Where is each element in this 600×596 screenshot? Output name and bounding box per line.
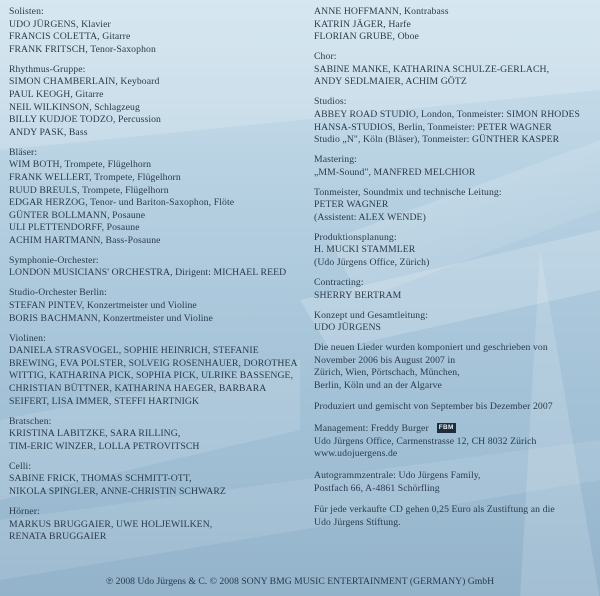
credit-section-celli bbox=[9, 461, 309, 499]
credit-section-9 bbox=[314, 401, 598, 414]
section-heading: Bläser: bbox=[9, 146, 38, 158]
credit-line: FLORIAN GRUBE, Oboe bbox=[314, 31, 419, 43]
credit-line: KRISTINA LABITZKE, SARA RILLING, bbox=[9, 428, 181, 440]
credit-line: UDO JÜRGENS bbox=[314, 322, 382, 334]
credit-line: NIKOLA SPINGLER, ANNE-CHRISTIN SCHWARZ bbox=[9, 485, 226, 497]
credit-line: WITTIG, KATHARINA PICK, SOPHIA PICK, ULRIKE BASSENGE, bbox=[9, 370, 294, 382]
credit-section-8 bbox=[314, 342, 598, 392]
credit-line: BREWING, EVA POLSTER, SOLVEIG ROSENHAUER, DOROTHEA bbox=[9, 357, 298, 369]
credit-section-chor bbox=[314, 51, 598, 89]
credit-line: November 2006 bis August 2007 in bbox=[314, 354, 456, 366]
management-block bbox=[314, 423, 598, 461]
section-heading: Konzept und Gesamtleitung: bbox=[314, 309, 428, 321]
credit-section-studios bbox=[314, 96, 598, 146]
credit-line: (Assistent: ALEX WENDE) bbox=[314, 211, 426, 223]
credit-line: (Udo Jürgens Office, Zürich) bbox=[314, 257, 430, 269]
credit-line: HANSA-STUDIOS, Berlin, Tonmeister: PETER WAGNER bbox=[314, 121, 552, 133]
section-heading: Tonmeister, Soundmix und technische Leitung: bbox=[314, 186, 502, 198]
section-heading: Contracting: bbox=[314, 277, 364, 289]
credit-line: Studio „N", Köln (Bläser), Tonmeister: GÜNTHER KASPER bbox=[314, 134, 560, 146]
credit-section-mastering bbox=[314, 154, 598, 179]
section-heading: Violinen: bbox=[9, 332, 46, 344]
credit-line: Die neuen Lieder wurden komponiert und geschrieben von bbox=[314, 342, 548, 354]
credit-line: PETER WAGNER bbox=[314, 199, 389, 211]
section-heading: Rhythmus-Gruppe: bbox=[9, 63, 86, 75]
section-heading: Mastering: bbox=[314, 154, 357, 166]
credit-section-tonmeister-soundmix-und-technische-leitung bbox=[314, 187, 598, 225]
credit-line: MARKUS BRUGGAIER, UWE HOLJEWILKEN, bbox=[9, 518, 213, 530]
copyright-footer: ℗ 2008 Udo Jürgens & C. © 2008 SONY BMG MUSIC ENTERTAINMENT (GERMANY) GmbH bbox=[105, 576, 495, 587]
stiftung-block bbox=[314, 504, 598, 529]
credit-section-produktionsplanung bbox=[314, 232, 598, 270]
management-address: Udo Jürgens Office, Carmenstrasse 12, CH 8032 Zürich bbox=[314, 435, 537, 447]
credit-line: LONDON MUSICIANS' ORCHESTRA, Dirigent: MICHAEL REED bbox=[9, 267, 287, 279]
section-heading: Studio-Orchester Berlin: bbox=[9, 287, 107, 299]
fbm-logo: FBM bbox=[438, 424, 454, 432]
credit-line: WIM BOTH, Trompete, Flügelhorn bbox=[9, 159, 152, 171]
section-heading: Celli: bbox=[9, 460, 32, 472]
credit-line: SEIFERT, LISA IMMER, STEFFI HARTNIGK bbox=[9, 395, 200, 407]
credit-line: ABBEY ROAD STUDIO, London, Tonmeister: SIMON RHODES bbox=[314, 108, 580, 120]
credit-section-bratschen bbox=[9, 416, 309, 454]
credit-line: Zürich, Wien, Pörtschach, München, bbox=[314, 367, 460, 379]
credit-section-h-rner bbox=[9, 506, 309, 544]
credit-line: BILLY KUDJOE TODZO, Percussion bbox=[9, 114, 161, 126]
left-credits-column bbox=[9, 6, 309, 551]
credit-line: BORIS BACHMANN, Konzertmeister und Violine bbox=[9, 312, 213, 324]
credit-line: SHERRY BERTRAM bbox=[314, 289, 402, 301]
stiftung-line-2: Udo Jürgens Stiftung. bbox=[314, 516, 401, 528]
credit-line: CHRISTIAN BÜTTNER, KATHARINA HAEGER, BARBARA bbox=[9, 382, 267, 394]
credit-line: GÜNTER BOLLMANN, Posaune bbox=[9, 209, 146, 221]
credit-section-konzept-und-gesamtleitung bbox=[314, 310, 598, 335]
credit-line: SIMON CHAMBERLAIN, Keyboard bbox=[9, 76, 160, 88]
credit-line: TIM-ERIC WINZER, LOLLA PETROVITSCH bbox=[9, 440, 200, 452]
section-heading: Hörner: bbox=[9, 505, 40, 517]
credit-line: ANDY SEDLMAIER, ACHIM GÖTZ bbox=[314, 76, 467, 88]
credit-line: SABINE MANKE, KATHARINA SCHULZE-GERLACH, bbox=[314, 63, 550, 75]
credit-section-contracting bbox=[314, 277, 598, 302]
credit-line: SABINE FRICK, THOMAS SCHMITT-OTT, bbox=[9, 473, 192, 485]
section-heading: Produktionsplanung: bbox=[314, 231, 397, 243]
credit-section-bl-ser bbox=[9, 147, 309, 248]
credit-line: „MM-Sound", MANFRED MELCHIOR bbox=[314, 166, 476, 178]
credit-line: H. MUCKI STAMMLER bbox=[314, 244, 416, 256]
credit-line: ANDY PASK, Bass bbox=[9, 126, 88, 138]
autogramm-block bbox=[314, 470, 598, 495]
credit-line: UDO JÜRGENS, Klavier bbox=[9, 18, 111, 30]
section-heading: Studios: bbox=[314, 96, 347, 108]
credit-line: NEIL WILKINSON, Schlagzeug bbox=[9, 101, 140, 113]
autogramm-line-1: Autogrammzentrale: Udo Jürgens Family, bbox=[314, 469, 481, 481]
credit-line: KATRIN JÄGER, Harfe bbox=[314, 18, 411, 30]
credit-line: PAUL KEOGH, Gitarre bbox=[9, 88, 104, 100]
management-line: Management: Freddy Burger FBM bbox=[314, 423, 454, 435]
management-website: www.udojuergens.de bbox=[314, 448, 398, 460]
credit-section-rhythmus-gruppe bbox=[9, 64, 309, 140]
credit-line: ANNE HOFFMANN, Kontrabass bbox=[314, 6, 449, 17]
credit-section-solisten bbox=[9, 6, 309, 56]
credit-section-0 bbox=[314, 6, 598, 44]
credit-line: FRANK FRITSCH, Tenor-Saxophon bbox=[9, 43, 156, 55]
credit-line: EDGAR HERZOG, Tenor- und Bariton-Saxophon, Flöte bbox=[9, 197, 235, 209]
right-credits-column bbox=[314, 6, 598, 537]
credit-line: ULI PLETTENDORFF, Posaune bbox=[9, 222, 140, 234]
credit-line: Produziert und gemischt von September bis Dezember 2007 bbox=[314, 400, 553, 412]
credit-line: STEFAN PINTEV, Konzertmeister und Violine bbox=[9, 300, 197, 312]
section-heading: Symphonie-Orchester: bbox=[9, 254, 99, 266]
credit-line: Berlin, Köln und an der Algarve bbox=[314, 379, 442, 391]
credit-line: ACHIM HARTMANN, Bass-Posaune bbox=[9, 234, 161, 246]
credit-section-violinen bbox=[9, 333, 309, 409]
credit-section-studio-orchester-berlin bbox=[9, 287, 309, 325]
credit-line: RENATA BRUGGAIER bbox=[9, 531, 107, 543]
credit-section-symphonie-orchester bbox=[9, 255, 309, 280]
stiftung-line-1: Für jede verkaufte CD gehen 0,25 Euro als Zustiftung an die bbox=[314, 504, 555, 516]
credit-line: DANIELA STRASVOGEL, SOPHIE HEINRICH, STEFANIE bbox=[9, 345, 259, 357]
credit-line: FRANK WELLERT, Trompete, Flügelhorn bbox=[9, 171, 181, 183]
credit-line: FRANCIS COLETTA, Gitarre bbox=[9, 31, 131, 43]
credit-line: RUUD BREULS, Trompete, Flügelhorn bbox=[9, 184, 169, 196]
section-heading: Solisten: bbox=[9, 6, 44, 17]
section-heading: Chor: bbox=[314, 51, 337, 63]
section-heading: Bratschen: bbox=[9, 415, 52, 427]
autogramm-line-2: Postfach 66, A-4861 Schörfling bbox=[314, 482, 440, 494]
